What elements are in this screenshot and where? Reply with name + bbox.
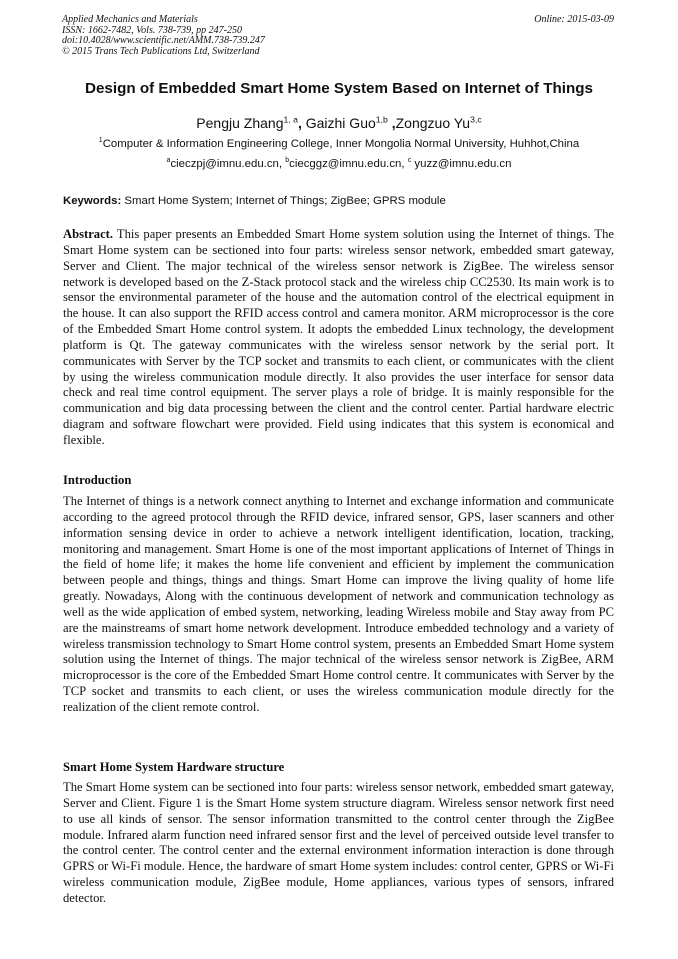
section-heading-hardware: Smart Home System Hardware structure <box>63 760 285 774</box>
email-sep: , <box>401 158 408 170</box>
author-name: Gaizhi Guo <box>305 115 376 131</box>
paper-title: Design of Embedded Smart Home System Based on Internet of Things <box>84 80 594 97</box>
copyright-line: © 2015 Trans Tech Publications Ltd, Switzerland <box>62 45 260 57</box>
section-text-introduction: The Internet of things is a network connect anything to Internet and exchange information and communicate according to the agreed protocol through the RFID device, infrared sensor, GPS, laser scanners and other information sensing device in order to achieve a network intelligent identification, location, tracking, monitoring and management. Smart Home is one of the most important applications of Internet of Things in the field of home life; it makes the home life convenient and efficient by implement the communication between people and things, things and things. Smart Home can improve the living quality of home life greatly. Nowadays, Along with the continuous development of network and communication technology as well as the wide application of embed system, networking, leading Wireless mobile and Stay away from PC are the mainstreams of smart home network development. Introduce embedded technology and a variety of wireless transmission technology to Smart Home control system, presents an Embedded Smart Home system solution using the Internet of things. The major technical of the wireless sensor network is ZigBee, ARM microprocessor is the core of the Embedded Smart Home control centre. It communicates with Server by the TCP socket and transmits to each client, or uses the wireless communication module directly for the realization of the client remote control. <box>63 494 614 714</box>
issn-line: ISSN: 1662-7482, Vols. 738-739, pp 247-250 <box>62 24 242 36</box>
keywords-text: Smart Home System; Internet of Things; ZigBee; GPRS module <box>124 195 446 207</box>
author-sup: 3,c <box>470 114 482 125</box>
author-sup: 1, a <box>283 114 298 125</box>
keywords-label: Keywords: <box>63 195 122 207</box>
email-sup: a <box>166 157 171 165</box>
author-sep: , <box>387 115 396 131</box>
author-sep: , <box>297 115 306 131</box>
abstract <box>63 227 614 449</box>
affiliation-text: Computer & Information Engineering College, Inner Mongolia Normal University, Huhhot,China <box>102 138 580 150</box>
email-address[interactable]: yuzz@imnu.edu.cn <box>411 158 512 170</box>
abstract-text: This paper presents an Embedded Smart Home system solution using the Internet of things. The Smart Home system can be sectioned into four parts: wireless sensor network, embedded smart gateway, Server and Client. The major technical of the wireless sensor network is ZigBee. The wireless sensor network is developed based on the Z-Stack protocol stack and the wireless chip CC2530. Its main work is to sensor the environmental parameter of the house and the automation control of the electrical equipment in the house. It can also support the RFID access control and camera monitor. ARM microprocessor is the core of the Embedded Smart Home control system. It adopts the embedded Linux technology, the development platform is Qt. The gateway communicates with the wireless sensor network by the serial port. It communicates with Server by the TCP socket and transmits to each client, or communicates with the client by using the wireless communication module directly. It also provides the user interface for sensor data check and real time control equipment. The server plays a role of bridge. It is mainly responsible for the communication and big data processing between the client and the control center. Partial hardware electric diagram and software flowchart were provided. Field using indicates that this system is economical and flexible. <box>63 227 615 447</box>
online-date: Online: 2015-03-09 <box>534 14 614 25</box>
email-list <box>20 158 658 170</box>
author-sup: 1,b <box>375 114 388 125</box>
author-name: Pengju Zhang <box>196 115 284 131</box>
email-sup: b <box>285 157 290 165</box>
author-list <box>30 115 648 131</box>
affiliation-sup: 1 <box>98 137 103 145</box>
author-name: Zongzuo Yu <box>395 115 471 131</box>
keywords <box>63 195 614 207</box>
doi-line: doi:10.4028/www.scientific.net/AMM.738-739.247 <box>62 35 265 46</box>
journal-header <box>62 15 614 57</box>
journal-name: Applied Mechanics and Materials <box>62 14 198 25</box>
email-address[interactable]: ciecggz@imnu.edu.cn <box>289 158 402 170</box>
section-heading-introduction: Introduction <box>63 473 132 487</box>
email-sep: , <box>278 158 286 170</box>
email-address[interactable]: cieczpj@imnu.edu.cn <box>170 158 279 170</box>
section-text-hardware: The Smart Home system can be sectioned into four parts: wireless sensor network, embedded smart gateway, Server and Client. Figure 1 is the Smart Home system structure diagram. Wireless sensor network first need to use all kinds of sensor. The sensor information transmitted to the control center through the ZigBee module. Infrared alarm function need infrared sensor first and the level of perceived outside level transfer to the control center. The control center and the external environment information interaction is done through GPRS or Wi-Fi module. Hence, the hardware of smart Home system includes: control center, GPRS or Wi-Fi wireless communication module, ZigBee module, Home appliances, various types of sensors, infrared detector. <box>63 780 614 905</box>
email-sup: c <box>407 157 412 165</box>
abstract-label: Abstract. <box>63 227 114 241</box>
affiliation <box>20 138 658 150</box>
